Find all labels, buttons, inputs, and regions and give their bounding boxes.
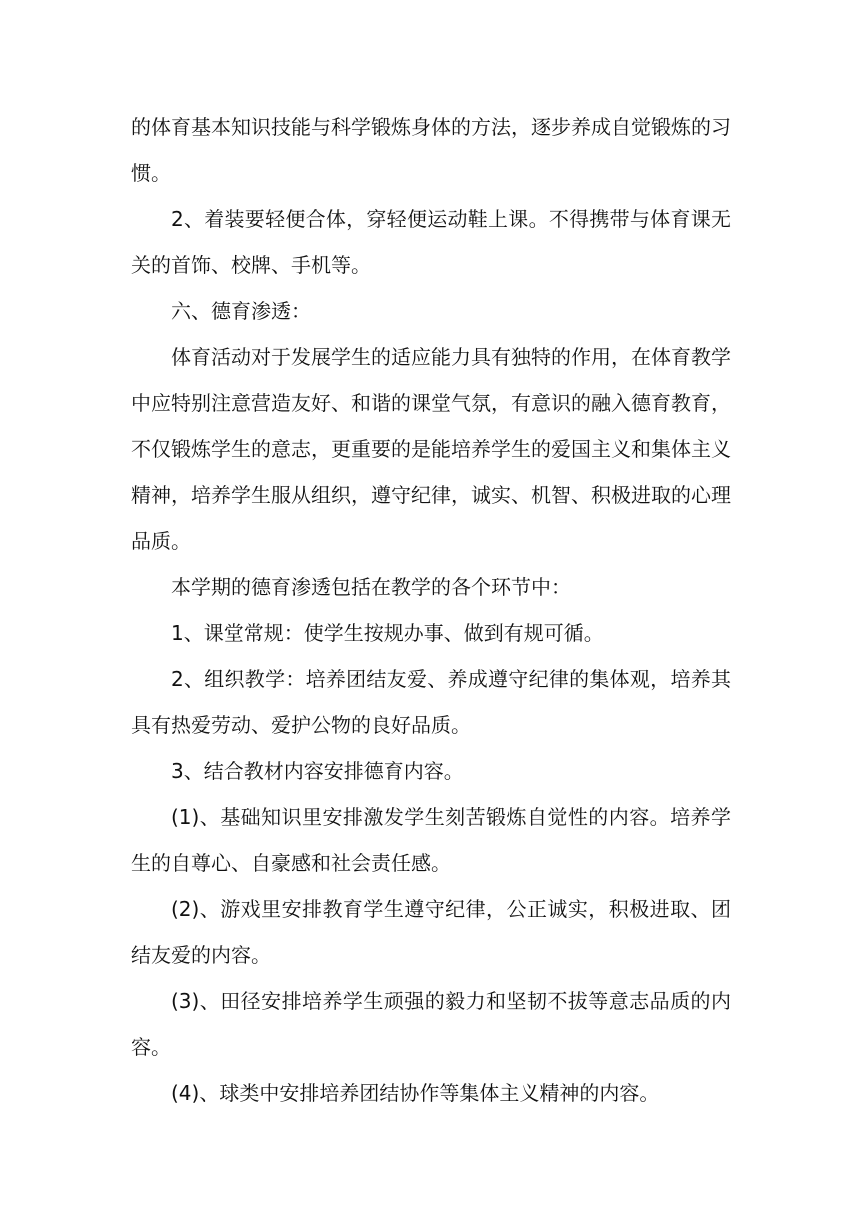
document-body bbox=[131, 104, 731, 1116]
paragraph-continuation: 的体育基本知识技能与科学锻炼身体的方法，逐步养成自觉锻炼的习惯。 bbox=[131, 115, 731, 185]
sub-item-basic-knowledge: (1)、基础知识里安排激发学生刻苦锻炼自觉性的内容。培养学生的自尊心、自豪感和社会责任感。 bbox=[131, 805, 731, 875]
sub-item-games: (2)、游戏里安排教育学生遵守纪律，公正诚实，积极进取、团结友爱的内容。 bbox=[131, 897, 731, 967]
paragraph-attire-rule: 2、着装要轻便合体，穿轻便运动鞋上课。不得携带与体育课无关的首饰、校牌、手机等。 bbox=[131, 207, 731, 277]
sub-item-ball-games: (4)、球类中安排培养团结协作等集体主义精神的内容。 bbox=[171, 1081, 660, 1105]
paragraph-moral-education-intro: 体育活动对于发展学生的适应能力具有独特的作用，在体育教学中应特别注意营造友好、和谐的课堂气氛，有意识的融入德育教育，不仅锻炼学生的意志，更重要的是能培养学生的爱国主义和集体主义精神，培养学生服从组织，遵守纪律，诚实、机智、积极进取的心理品质。 bbox=[131, 345, 731, 553]
section-heading-moral-education: 六、德育渗透： bbox=[171, 299, 311, 323]
sub-item-track-and-field: (3)、田径安排培养学生顽强的毅力和坚韧不拔等意志品质的内容。 bbox=[131, 989, 731, 1059]
list-item-classroom-routine: 1、课堂常规：使学生按规办事、做到有规可循。 bbox=[171, 621, 604, 645]
list-item-organize-teaching: 2、组织教学：培养团结友爱、养成遵守纪律的集体观，培养其具有热爱劳动、爱护公物的良好品质。 bbox=[131, 667, 731, 737]
list-item-combine-materials: 3、结合教材内容安排德育内容。 bbox=[171, 759, 464, 783]
paragraph-semester-moral-education: 本学期的德育渗透包括在教学的各个环节中： bbox=[171, 575, 571, 599]
